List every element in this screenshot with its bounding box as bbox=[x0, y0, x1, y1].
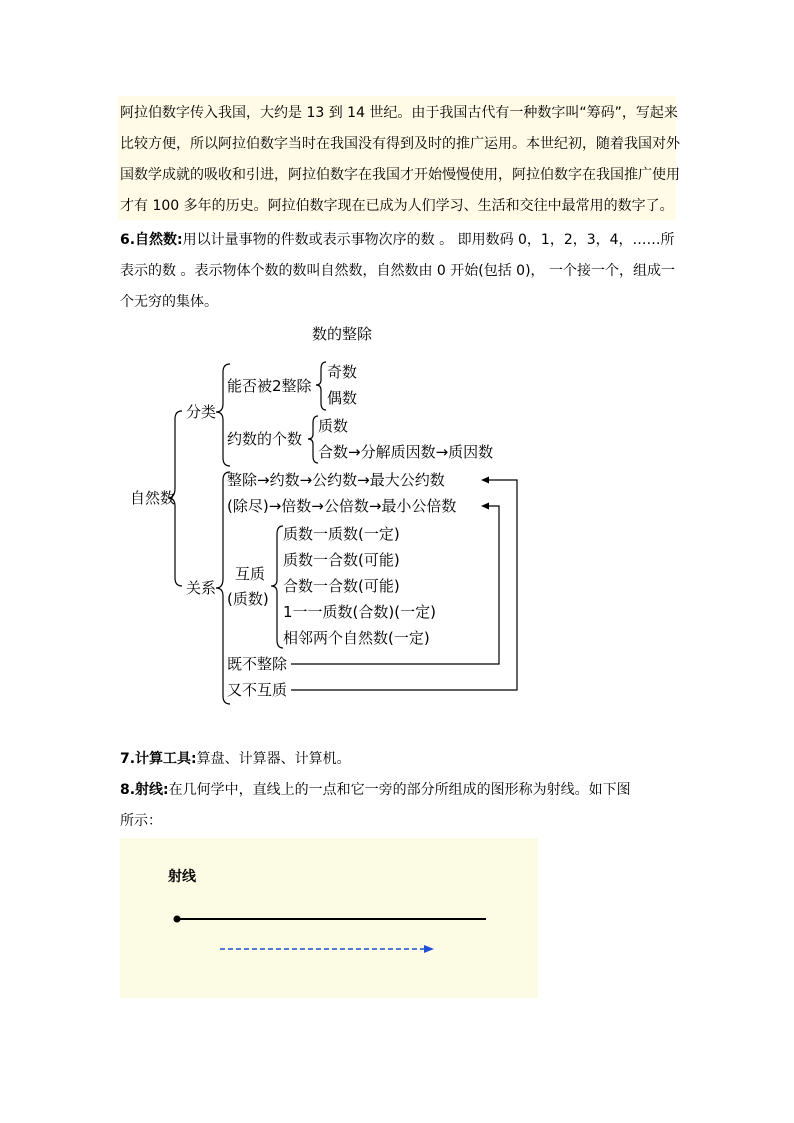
diagram-relation: 关系 bbox=[186, 579, 217, 597]
diagram-even: 偶数 bbox=[327, 389, 358, 407]
diagram-case-4: 1一一质数(合数)(一定) bbox=[283, 603, 436, 621]
diagram-case-3: 合数一合数(可能) bbox=[283, 577, 400, 595]
diagram-odd: 奇数 bbox=[327, 363, 358, 381]
intro-line-1: 阿拉伯数字传入我国，大约是 13 到 14 世纪。由于我国古代有一种数字叫“筹码”，写起来 bbox=[120, 105, 678, 121]
intro-line-3: 国数学成就的吸收和引进，阿拉伯数字在我国才开始慢慢使用，阿拉伯数字在我国推广使用 bbox=[120, 167, 680, 183]
diagram-not-divisible: 既不整除 bbox=[227, 655, 288, 673]
section8-line-1 bbox=[120, 779, 631, 799]
direction-arrow-icon bbox=[424, 945, 434, 953]
section8-text-1: 在几何学中，直线上的一点和它一旁的部分所组成的图形称为射线。如下图 bbox=[168, 782, 631, 798]
section7-text: 算盘、计算器、计算机。 bbox=[196, 751, 351, 767]
section6-line-2: 表示的数 。表示物体个数的数叫自然数，自然数由 0 开始(包括 0)， 一个接一个，组成一 bbox=[120, 263, 675, 279]
ray-drawing bbox=[120, 838, 538, 998]
diagram-title: 数的整除 bbox=[312, 325, 373, 343]
diagram-case-2: 质数一合数(可能) bbox=[283, 551, 400, 569]
diagram-composite-row: 合数→分解质因数→质因数 bbox=[318, 443, 494, 461]
section8-line-2: 所示： bbox=[120, 813, 162, 829]
diagram-coprime-2: (质数) bbox=[227, 590, 269, 608]
section7-line bbox=[120, 748, 351, 768]
intro-line-2: 比较方便，所以阿拉伯数字当时在我国没有得到及时的推广运用。本世纪初，随着我国对外 bbox=[120, 136, 680, 152]
section8-label: 8.射线: bbox=[120, 782, 169, 798]
ray-figure-label: 射线 bbox=[168, 869, 196, 885]
section6-line-3: 个无穷的集体。 bbox=[120, 294, 218, 310]
diagram-divisor-count: 约数的个数 bbox=[227, 430, 303, 448]
section6-label: 6.自然数: bbox=[120, 232, 183, 248]
diagram-div2: 能否被2整除 bbox=[227, 377, 312, 395]
diagram-classify: 分类 bbox=[186, 403, 217, 421]
diagram-prime: 质数 bbox=[318, 417, 349, 435]
section7-label: 7.计算工具: bbox=[120, 751, 197, 767]
section6-text-1: 用以计量事物的件数或表示事物次序的数 。 即用数码 0，1，2，3，4，……所 bbox=[182, 232, 675, 248]
diagram-row-divide: 整除→约数→公约数→最大公约数 bbox=[227, 471, 445, 489]
diagram-case-1: 质数一质数(一定) bbox=[283, 525, 400, 543]
diagram-root: 自然数 bbox=[130, 489, 176, 507]
intro-line-4: 才有 100 多年的历史。阿拉伯数字现在已成为人们学习、生活和交往中最常用的数字了。 bbox=[120, 198, 674, 214]
ray-figure bbox=[120, 838, 538, 998]
diagram-row-exact: (除尽)→倍数→公倍数→最小公倍数 bbox=[227, 497, 457, 515]
diagram-coprime-1: 互质 bbox=[235, 565, 266, 583]
diagram-case-5: 相邻两个自然数(一定) bbox=[283, 629, 430, 647]
diagram-not-coprime: 又不互质 bbox=[227, 681, 288, 699]
